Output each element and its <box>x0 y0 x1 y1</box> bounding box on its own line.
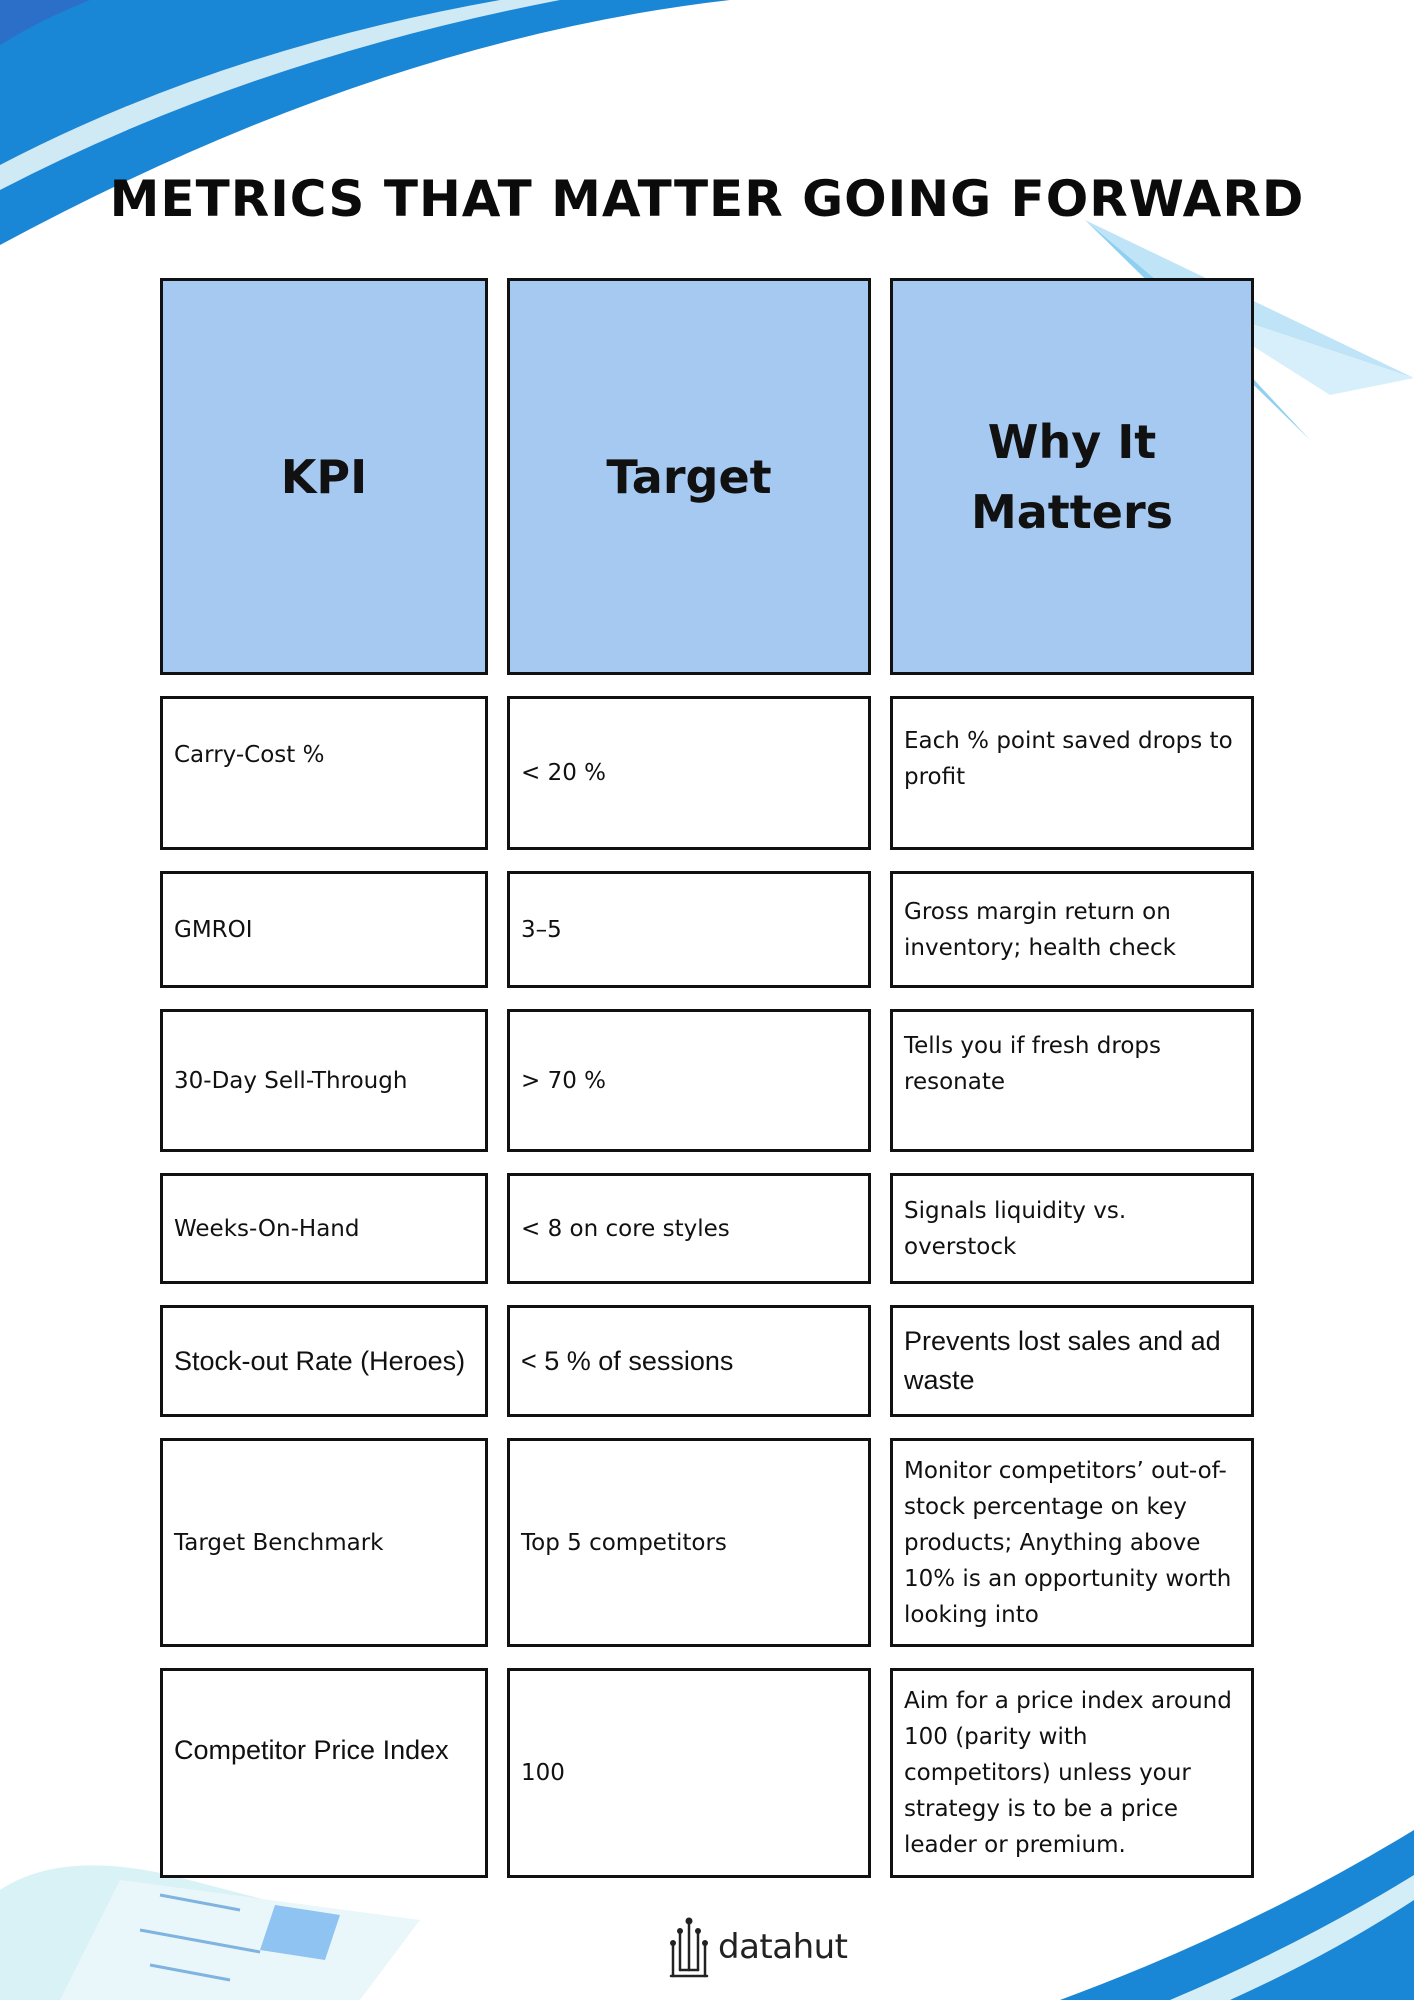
page-title: METRICS THAT MATTER GOING FORWARD <box>109 170 1305 228</box>
header-kpi: KPI <box>160 278 488 675</box>
why-cell: Prevents lost sales and ad waste <box>890 1305 1254 1417</box>
header-target: Target <box>507 278 871 675</box>
target-cell: 3–5 <box>507 871 871 988</box>
metrics-table <box>160 278 1254 1878</box>
kpi-cell: Weeks-On-Hand <box>160 1173 488 1284</box>
datahut-logo <box>668 1915 848 1979</box>
document-illustration-icon <box>0 1865 420 2000</box>
why-cell: Tells you if fresh drops resonate <box>890 1009 1254 1152</box>
kpi-cell: Carry-Cost % <box>160 696 488 850</box>
why-cell: Gross margin return on inventory; health check <box>890 871 1254 988</box>
target-cell: > 70 % <box>507 1009 871 1152</box>
datahut-logo-icon <box>668 1916 710 1978</box>
why-cell: Signals liquidity vs. overstock <box>890 1173 1254 1284</box>
header-why-it-matters: Why It Matters <box>890 278 1254 675</box>
target-cell: < 5 % of sessions <box>507 1305 871 1417</box>
why-cell: Each % point saved drops to profit <box>890 696 1254 850</box>
target-cell: < 8 on core styles <box>507 1173 871 1284</box>
kpi-cell: Stock-out Rate (Heroes) <box>160 1305 488 1417</box>
target-cell: 100 <box>507 1668 871 1878</box>
logo-wordmark: datahut <box>718 1927 848 1967</box>
kpi-cell: Target Benchmark <box>160 1438 488 1647</box>
kpi-cell: GMROI <box>160 871 488 988</box>
target-cell: Top 5 competitors <box>507 1438 871 1647</box>
target-cell: < 20 % <box>507 696 871 850</box>
why-cell: Aim for a price index around 100 (parity with competitors) unless your strategy is to be a price leader or premium. <box>890 1668 1254 1878</box>
why-cell: Monitor competitors’ out-of-stock percentage on key products; Anything above 10% is an opportunity worth looking into <box>890 1438 1254 1647</box>
kpi-cell: Competitor Price Index <box>160 1668 488 1878</box>
kpi-cell: 30-Day Sell-Through <box>160 1009 488 1152</box>
